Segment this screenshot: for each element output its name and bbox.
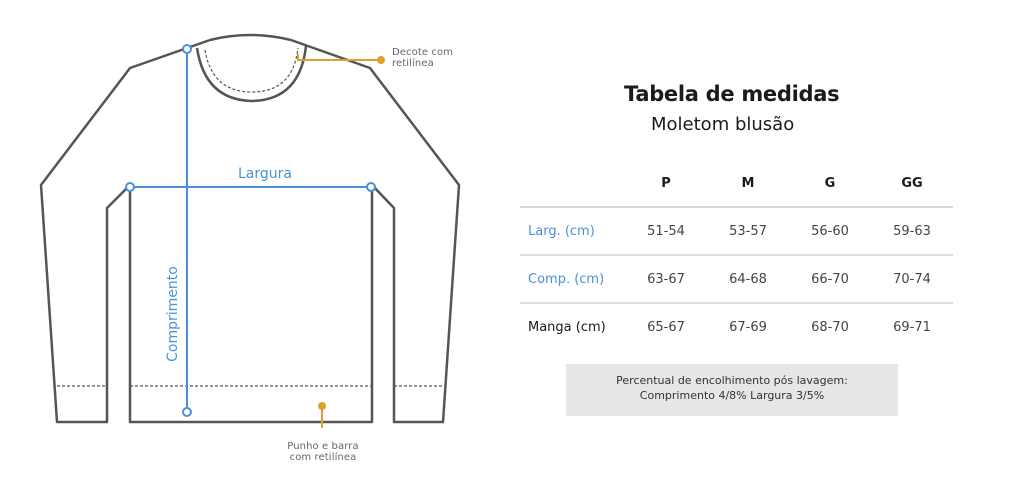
neckline-callout-line1: Decote com [392, 47, 454, 58]
row-label-length: Comp. (cm) [520, 255, 625, 303]
header-size-p: P [625, 160, 707, 207]
size-header-row [520, 160, 953, 207]
hem-callout-label [278, 441, 368, 463]
row-label-width: Larg. (cm) [520, 207, 625, 255]
hem-callout-line2: com retilínea [289, 452, 357, 463]
width-measure-start [126, 183, 134, 191]
length-measure-start [183, 45, 191, 53]
shrinkage-note-line2: Comprimento 4/8% Largura 3/5% [639, 389, 825, 402]
sweatshirt-outline [41, 40, 459, 422]
hem-callout-dot [318, 402, 326, 410]
shrinkage-note-line1: Percentual de encolhimento pós lavagem: [616, 374, 848, 387]
table-cell: 65-67 [647, 319, 685, 335]
table-cell: 69-71 [893, 319, 931, 335]
size-table [520, 160, 953, 350]
neckline-callout-label [392, 47, 453, 69]
table-title: Tabela de medidas [624, 82, 840, 106]
table-cell: 67-69 [729, 319, 767, 335]
length-label: Comprimento [165, 266, 181, 362]
table-subtitle: Moletom blusão [651, 114, 795, 135]
header-size-gg: GG [871, 160, 953, 207]
table-cell: 68-70 [811, 319, 849, 335]
table-cell: 66-70 [789, 255, 871, 303]
table-cell: 63-67 [625, 255, 707, 303]
table-row [520, 207, 953, 255]
width-measure-end [367, 183, 375, 191]
table-cell: 59-63 [871, 207, 953, 255]
width-label: Largura [238, 166, 292, 182]
table-row [520, 255, 953, 303]
neckline-outer [210, 35, 291, 40]
hem-callout-line1: Punho e barra [287, 441, 359, 452]
table-cell: 53-57 [707, 207, 789, 255]
left-sleeve-seam [130, 68, 140, 185]
neck-callout-dot [377, 56, 385, 64]
table-row [520, 303, 953, 350]
header-corner [520, 160, 625, 207]
table-cell: 70-74 [871, 255, 953, 303]
table-cell: 64-68 [707, 255, 789, 303]
header-size-m: M [707, 160, 789, 207]
header-size-g: G [789, 160, 871, 207]
table-cell: 56-60 [789, 207, 871, 255]
length-measure-end [183, 408, 191, 416]
neckline-callout-line2: retilínea [392, 58, 434, 69]
shrinkage-note [566, 364, 898, 416]
table-cell: 51-54 [625, 207, 707, 255]
row-label-sleeve: Manga (cm) [528, 319, 606, 335]
neckline-stitch [205, 48, 298, 92]
